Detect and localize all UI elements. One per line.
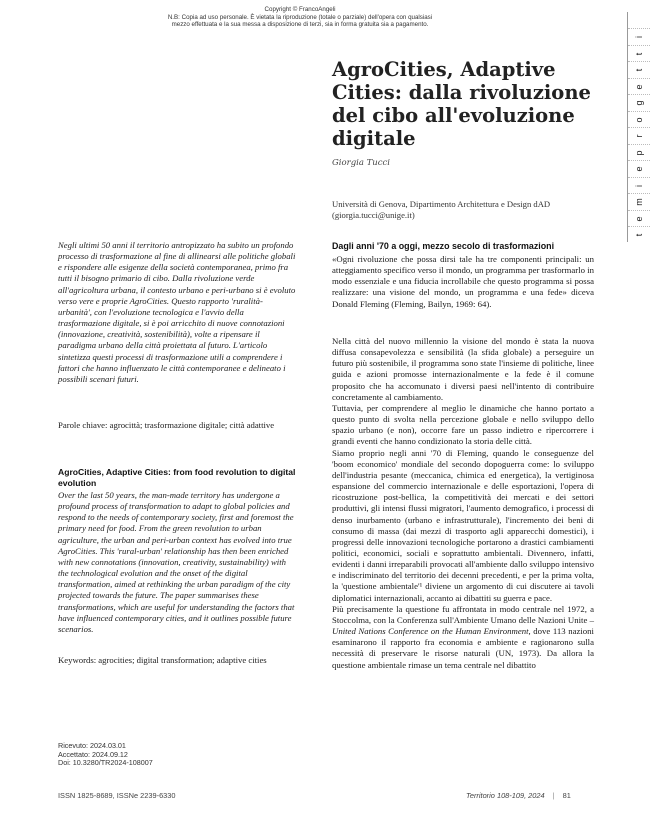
section-label-letter: i <box>634 36 644 38</box>
accepted-date: Accettato: 2024.09.12 <box>58 749 128 759</box>
body-paragraph-4: Siamo proprio negli anni '70 di Fleming, quando le conseguenze del 'boom economico' mondiale del secondo dopoguerra come: lo sviluppo dell'industria pesante (meccanica, chimica ed energetica), la vertiginosa espansione del commercio internazionale e delle esportazioni, l'opera di ricostruzione post-bellica, la competitività dei mercati e dei settori produttivi, gli intensi flussi migratori, l'aumento demografico, i processi di denso inurbamento (urbano e infrastrutturale), l'incremento dei beni di consumo di massa (dai mezzi di trasporto agli apparecchi domestici), i progressi delle innovazioni tecnologiche portarono a drastici cambiamenti politici, economici, sociali e soprattutto ambientali. Divennero, infatti, evidenti i danni irreparabili provocati all'ambiente dallo sviluppo intensivo e indiscriminato del territorio dei decenni precedenti, e per la prima volta, la 'questione ambientale'¹ diviene un argomento di cui discutere ai tavoli diplomatici internazionali, accanto ai dibattiti su guerra e pace. <box>332 447 594 603</box>
section-label-letter: t <box>634 233 644 237</box>
footer-issn: ISSN 1825-8689, ISSNe 2239-6330 <box>58 791 176 800</box>
body-text-span: , dove 113 nazioni esaminarono il rapporto fra economia e ambiente e ragionarono sulla necessità di preservare le risorse naturali (UN, 1973). Da allora la questione ambientale rimase un tema centrale nel dibattito <box>332 626 594 670</box>
body-paragraph-3: Tuttavia, per comprendere al meglio le dinamiche che hanno portato a questo punto di svolta nella percezione globale e nello sviluppo dello spazio urbano (e non), occorre fare un passo indietro e ripercorrere i grandi eventi che hanno condizionato la storia delle città. <box>332 402 594 447</box>
author-affiliation <box>332 199 612 220</box>
section-label-letter: g <box>634 100 644 106</box>
body-paragraph-1: «Ogni rivoluzione che possa dirsi tale ha tre componenti principali: un atteggiamento specifico verso il mondo, un programma per trasformarlo in modo essenziale e una fiducia incrollabile che questo programma si possa realizzare: una visione del mondo, un programma e una fede» diceva Donald Fleming (Fleming, Bailyn, 1969: 64). <box>332 254 594 309</box>
article-dates <box>58 742 153 768</box>
abstract-english: Over the last 50 years, the man-made territory has undergone a profound process of transformation to adapt to global policies and respond to the needs of contemporary society, first and foremost the primary need for food. From the green revolution to urban agriculture, the urban and peri-urban context has evolved into true AgroCities. This 'rural-urban' relationship has then been enriched with new connotations (innovation, creativity, sustainability) with the technological evolution and the onset of the digital transformation, aimed at rethinking the urban paradigm of the city projected towards the future. The paper summarises these transformations, which are useful for understanding the factors that have influenced contemporary cities, and it outlines possible future scenarios. <box>58 490 295 634</box>
body-text-block <box>332 336 594 671</box>
section-label-letter: t <box>634 68 644 72</box>
section-label-letter: r <box>634 134 644 138</box>
author-email: (giorgia.tucci@unige.it) <box>332 209 415 220</box>
copyright-notice <box>0 6 600 29</box>
body-paragraph <box>332 254 594 310</box>
article-title: AgroCities, Adaptive Cities: dalla rivoluzione del cibo all'evoluzione digitale <box>332 58 591 150</box>
section-label-letter: o <box>634 117 644 123</box>
copyright-line: N.B: Copia ad uso personale. È vietata la riproduzione (totale o parziale) dell'opera con qualsiasi <box>167 13 433 21</box>
section-heading: Dagli anni '70 a oggi, mezzo secolo di trasformazioni <box>332 241 555 251</box>
conference-name: United Nations Conference on the Human Environment <box>332 626 529 637</box>
footer-separator: | <box>552 791 555 800</box>
footer-journal-info <box>466 791 571 800</box>
copyright-line: Copyright © FrancoAngeli <box>264 6 336 13</box>
section-label-letter: e <box>634 84 644 90</box>
doi: Doi: 10.3280/TR2024-108007 <box>58 758 153 768</box>
keywords-italian: Parole chiave: agrocittà; trasformazione digitale; città adattive <box>58 420 275 430</box>
abstract-english-title: AgroCities, Adaptive Cities: from food revolution to digital evolution <box>58 467 296 488</box>
journal-name: Territorio <box>466 791 495 800</box>
body-text-span: Più precisamente la questione fu affrontata in modo centrale nel 1972, a Stoccolma, con la Conferenza sull'Ambiente Umano delle Nazioni Unite – <box>332 603 594 625</box>
section-label-letter: e <box>634 216 644 222</box>
page-number: 81 <box>562 791 571 800</box>
received-date: Ricevuto: 2024.03.01 <box>58 741 126 750</box>
section-label-letter: p <box>634 150 644 156</box>
body-paragraph-5 <box>332 604 594 671</box>
section-label-letter: e <box>634 166 644 172</box>
section-label-letter: m <box>634 198 644 206</box>
section-label-letter: i <box>634 184 644 187</box>
body-paragraph-2: Nella città del nuovo millennio la visione del mondo è stata la nuova diffusa consapevolezza e sensibilità (la sfida globale) a perseguire un futuro più sostenibile, il programma sono state l'insieme di politiche, linee guida e azioni promosse internazionalmente e la fede è il comune proposito che ha accomunato i diversi paesi nell'intento di contribuire concretamente al cambiamento. <box>332 336 594 402</box>
section-label-divider <box>628 28 650 29</box>
copyright-line: mezzo effettuata e la sua messa a disposizione di terzi, sia in forma gratuita sia a pagamento. <box>171 21 429 29</box>
article-author: Giorgia Tucci <box>332 158 391 168</box>
section-label-temi-e-progetti <box>627 12 650 242</box>
keywords-english: Keywords: agrocities; digital transformation; adaptive cities <box>58 655 267 665</box>
section-label-letter: t <box>634 52 644 55</box>
affiliation-line: Università di Genova, Dipartimento Architettura e Design dAD <box>332 199 551 209</box>
abstract-italian: Negli ultimi 50 anni il territorio antropizzato ha subito un profondo processo di trasformazione al fine di allinearsi alle politiche globali e rispondere alle esigenze della società contemporanea, primo fra tutti il bisogno primario di cibo. Dalla rivoluzione verde all'agricoltura urbana, il contesto urbano e peri-urbano si è evoluto verso vere e proprie AgroCities. Questo rapporto 'ruralità-urbanità', con l'evoluzione tecnologica e l'avvio della trasformazione digitale, si è poi arricchito di nuove connotazioni (innovazione, creatività, sostenibilità), volte a ripensare il paradigma urbano della città proiettata al futuro. L'articolo sintetizza questi processi di trasformazione utili a comprendere i fattori che hanno influenzato le città contemporanee e delineato i possibili scenari futuri. <box>58 240 296 384</box>
journal-issue: 108-109, 2024 <box>496 791 545 800</box>
